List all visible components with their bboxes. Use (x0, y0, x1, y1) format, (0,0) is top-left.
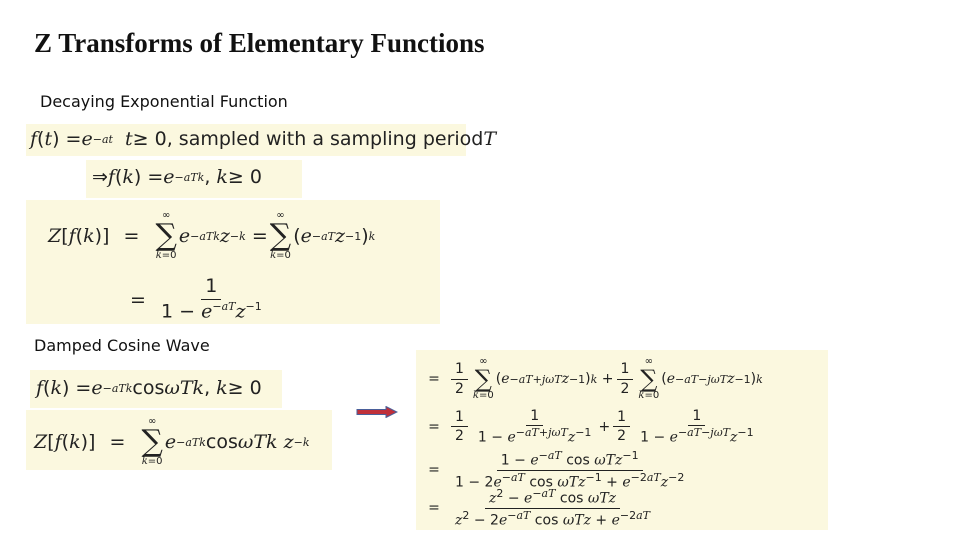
section-label-decaying-exponential: Decaying Exponential Function (40, 92, 288, 111)
page-title: Z Transforms of Elementary Functions (34, 28, 485, 58)
formula-damped-cosine-z-transform: Z [ f ( k )] = ∞ ∑ k=0 e −aTk cos ωTk z −k (26, 410, 332, 470)
formula-definition: f ( t ) = e −at t ≥ 0, sampled with a sampling period T (26, 124, 466, 156)
formula-sampled: ⇒ f ( k ) = e −aTk , k ≥ 0 (86, 160, 302, 198)
section-label-damped-cosine: Damped Cosine Wave (34, 336, 210, 355)
formula-damped-cosine-result: = $\frac{1}{2}$ ∞ ∑ k=0 ( e −aT+jωT z −1 ) k + $\frac{1}{2}$ ∞ ∑ k=0 ( e −aT−jωT z −1 ) k = $\frac{1}{2}$ $\frac{1}{1 - e^{-aT+j\omega T}z^{-1}}$ + $\frac{1}{2}$ $\frac{1}{1 - e^{-aT-j\omega T}z^{-1}}$ = $\frac{1 - e^{-aT} \cos \omega Tz^{-1}}{1 - 2e^{-aT} \cos \omega Tz^{-1} + e^{-2aT}z^{-2}}$ = $\frac{z^2 - e^{-aT} \cos \omega Tz}{z^2 - 2e^{-aT} \cos \omega Tz + e^{-2aT}}$ (416, 350, 828, 530)
formula-z-transform-exponential: Z [ f ( k )] = ∞ ∑ k=0 e −aTk z −k = ∞ ∑ k=0 ( e −aT z −1 ) k = $\frac{1}{1 - e^{-aT}z^{-1}}$ (26, 200, 440, 324)
formula-damped-cosine-definition: f ( k ) = e −aTk cos ωTk , k ≥ 0 (30, 370, 282, 408)
right-arrow-icon (356, 406, 398, 418)
